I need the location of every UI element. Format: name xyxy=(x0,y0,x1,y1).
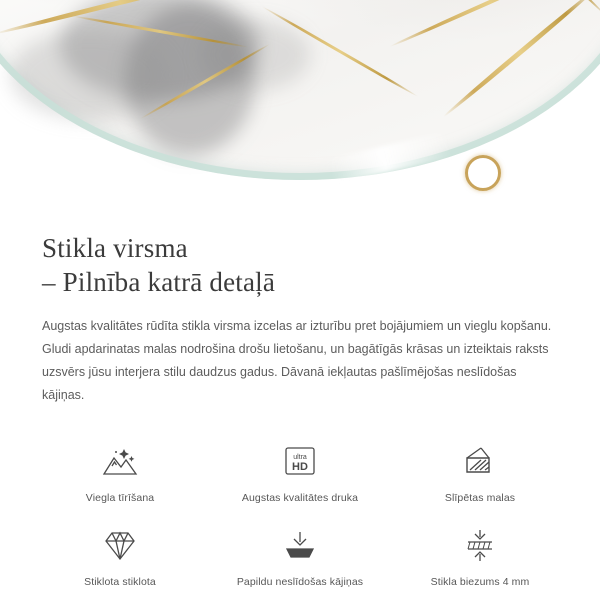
non-slip-feet-icon xyxy=(281,524,319,568)
feature-item-print-quality xyxy=(210,440,390,504)
feature-label: Augstas kvalitātes druka xyxy=(241,491,359,504)
feature-item-glazed-glass xyxy=(30,524,210,588)
sparkle-mountain-icon xyxy=(100,440,140,484)
description-text-block xyxy=(0,205,600,408)
feature-item-non-slip-feet xyxy=(210,524,390,588)
glass-plate-graphic xyxy=(0,0,600,180)
feature-label: Stikla biezums 4 mm xyxy=(430,575,530,588)
gold-vein xyxy=(389,0,592,49)
feature-label: Viegla tīrīšana xyxy=(85,491,155,504)
feature-grid xyxy=(0,440,600,588)
title-line-2: – Pilnība katrā detaļā xyxy=(42,267,276,298)
marble-smoke-shape xyxy=(10,30,170,120)
feature-label: Slīpētas malas xyxy=(444,491,516,504)
hero-image xyxy=(0,0,600,205)
gold-vein xyxy=(442,0,598,119)
gold-vein xyxy=(491,0,600,18)
polished-edges-icon xyxy=(461,440,499,484)
page-title xyxy=(42,231,558,299)
svg-text:ultra: ultra xyxy=(293,453,307,461)
description-paragraph: Augstas kvalitātes rūdīta stikla virsma izcelas ar izturību pret bojājumiem un vieglu kopšanu. Gludi apdarinatas malas nodrošina drošu lietošanu, un bagātīgās krāsas un izteiktais raksts uzsvērs jūsu interjera stilu daudzus gadus. Dāvanā iekļautas pašlīmējošas neslīdošas kājiņas. xyxy=(42,319,552,403)
ultra-hd-icon xyxy=(281,440,319,484)
feature-item-easy-cleaning xyxy=(30,440,210,504)
title-line-1: Stikla virsma xyxy=(42,233,188,263)
feature-item-polished-edges xyxy=(390,440,570,504)
gold-ring-shape xyxy=(465,155,501,191)
feature-label: Stiklota stiklota xyxy=(84,575,156,588)
diamond-icon xyxy=(101,524,139,568)
svg-text:HD: HD xyxy=(292,460,308,473)
thickness-arrows-icon xyxy=(461,524,499,568)
feature-label: Papildu neslīdošas kājiņas xyxy=(236,575,364,588)
marble-smoke-shape xyxy=(200,20,310,90)
feature-item-glass-thickness xyxy=(390,524,570,588)
